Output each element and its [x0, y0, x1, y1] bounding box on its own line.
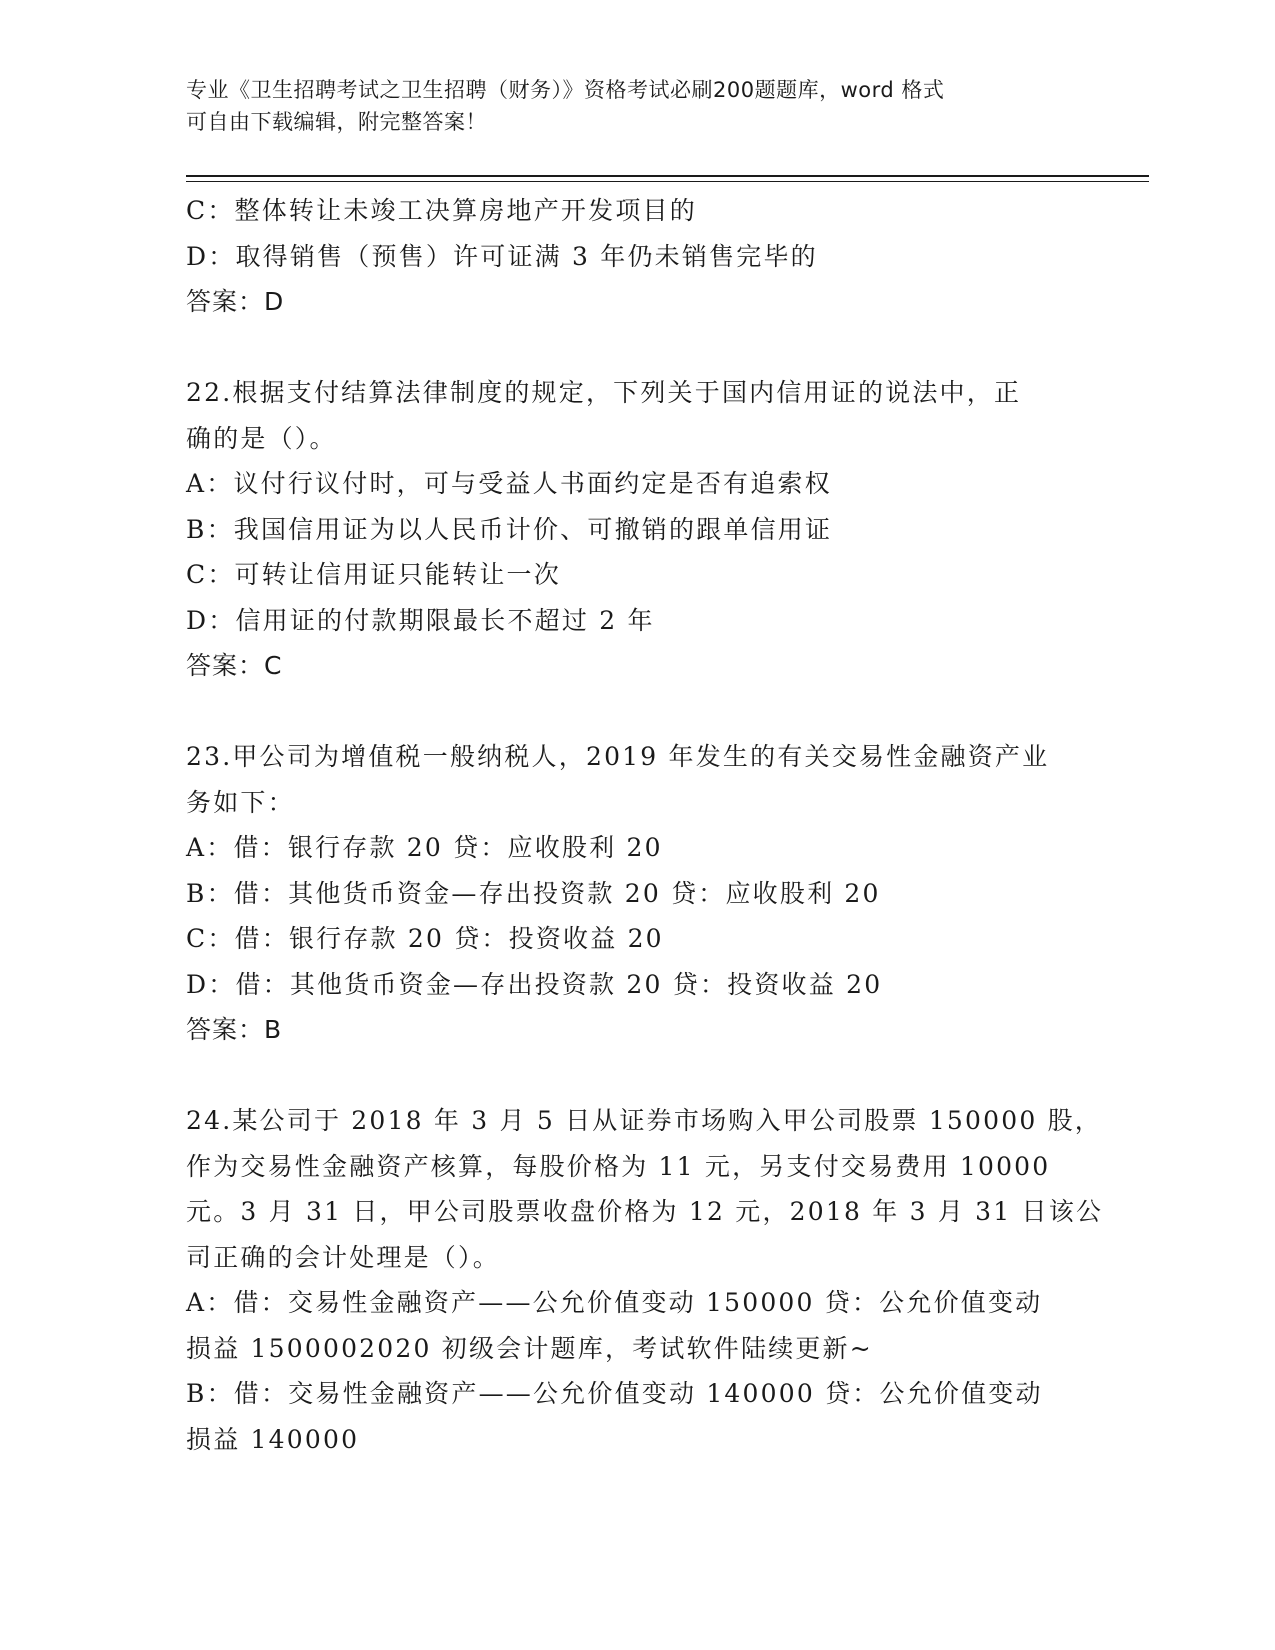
- q22-option-c: C：可转让信用证只能转让一次: [186, 560, 561, 589]
- spacer: [186, 689, 1086, 735]
- q23-option-d: D：借：其他货币资金—存出投资款 20 贷：投资收益 20: [186, 969, 883, 999]
- q23-stem-line-1: 23.甲公司为增值税一般纳税人，2019 年发生的有关交易性金融资产业: [186, 742, 1050, 771]
- document-header: [186, 74, 1066, 138]
- q24-stem-line-1: 24.某公司于 2018 年 3 月 5 日从证券市场购入甲公司股票 150000 股，: [186, 1106, 1103, 1135]
- header-rule-thick: [186, 175, 1149, 177]
- q23-answer: 答案：B: [186, 1015, 283, 1044]
- q24-option-a-line-2: 损益 1500002020 初级会计题库，考试软件陆续更新~: [186, 1333, 873, 1363]
- spacer: [186, 325, 1086, 371]
- q22-answer: 答案：C: [186, 651, 283, 680]
- q21-option-d: D：取得销售（预售）许可证满 3 年仍未销售完毕的: [186, 241, 818, 271]
- q21-option-c: C：整体转让未竣工决算房地产开发项目的: [186, 196, 697, 225]
- header-rule-thin: [186, 181, 1149, 182]
- spacer: [186, 1053, 1086, 1099]
- q24-stem-line-2: 作为交易性金融资产核算，每股价格为 11 元，另支付交易费用 10000: [186, 1151, 1051, 1181]
- q23-option-c: C：借：银行存款 20 贷：投资收益 20: [186, 924, 664, 953]
- question-content: [186, 188, 1104, 1462]
- q24-option-b-line-1: B：借：交易性金融资产——公允价值变动 140000 贷：公允价值变动: [186, 1379, 1043, 1408]
- q24-option-a-line-1: A：借：交易性金融资产——公允价值变动 150000 贷：公允价值变动: [186, 1288, 1043, 1317]
- q22-stem-line-2: 确的是（）。: [186, 423, 337, 453]
- q23-stem-line-2: 务如下：: [186, 787, 295, 817]
- header-line-1: 专业《卫生招聘考试之卫生招聘（财务）》资格考试必刷200题题库，word 格式: [186, 78, 945, 102]
- q23-option-a: A：借：银行存款 20 贷：应收股利 20: [186, 833, 663, 862]
- q22-stem-line-1: 22.根据支付结算法律制度的规定，下列关于国内信用证的说法中，正: [186, 378, 1022, 407]
- q24-option-b-line-2: 损益 140000: [186, 1424, 360, 1454]
- q24-stem-line-3: 元。3 月 31 日，甲公司股票收盘价格为 12 元，2018 年 3 月 31 日该公: [186, 1197, 1104, 1226]
- q22-option-d: D：信用证的付款期限最长不超过 2 年: [186, 605, 655, 635]
- q21-answer: 答案：D: [186, 287, 285, 316]
- q24-stem-line-4: 司正确的会计处理是（）。: [186, 1242, 500, 1272]
- header-line-2: 可自由下载编辑，附完整答案！: [186, 110, 487, 134]
- q23-option-b: B：借：其他货币资金—存出投资款 20 贷：应收股利 20: [186, 878, 881, 908]
- q22-option-a: A：议付行议付时，可与受益人书面约定是否有追索权: [186, 469, 832, 498]
- q22-option-b: B：我国信用证为以人民币计价、可撤销的跟单信用证: [186, 514, 833, 544]
